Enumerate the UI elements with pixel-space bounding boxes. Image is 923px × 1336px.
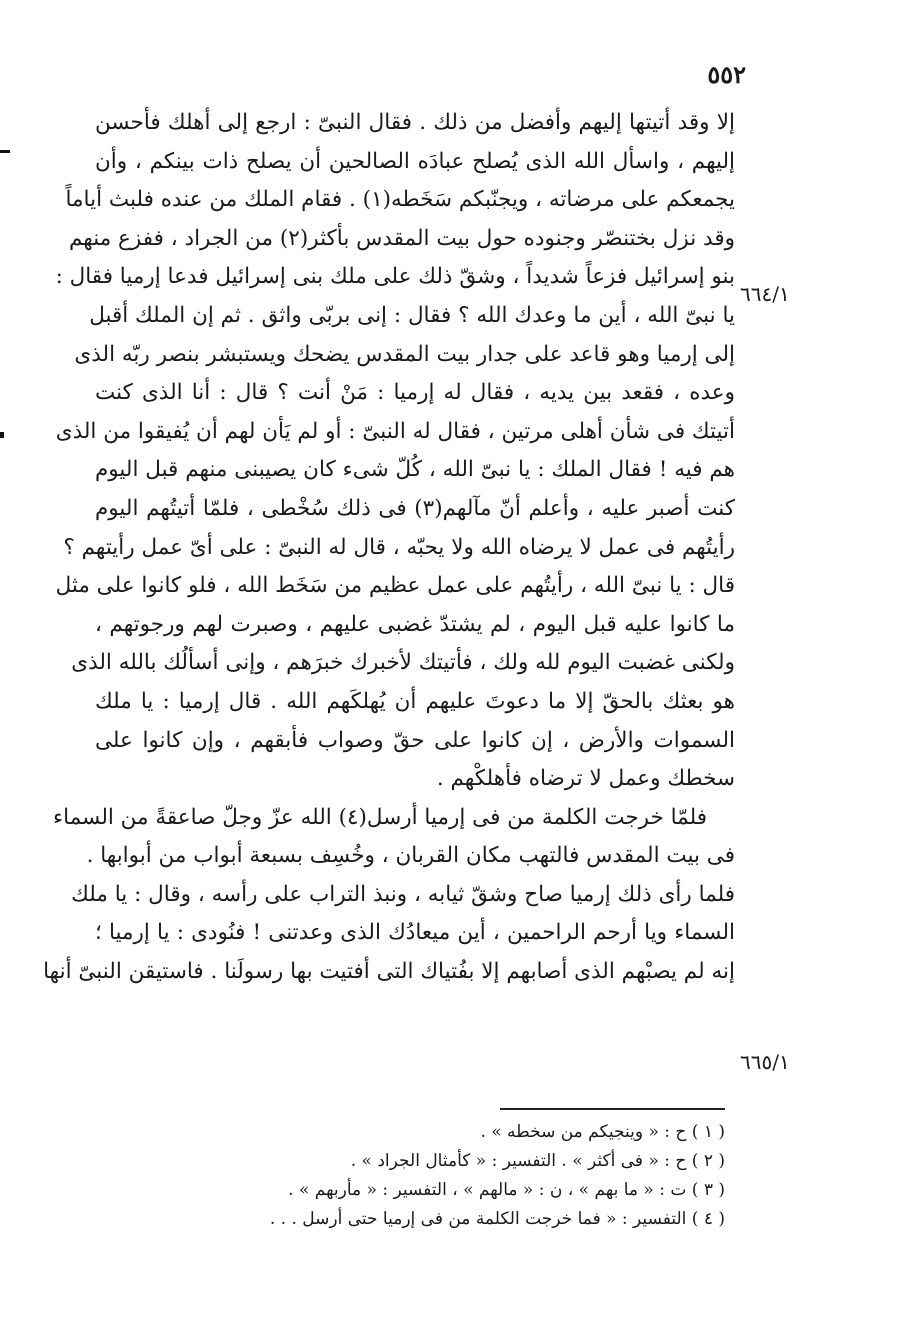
text-line: سخطك وعمل لا ترضاه فأهلكْهم . [436, 766, 735, 792]
text-line: السماء ويا أرحم الراحمين ، أين ميعادُك الذى وعدتنى ! فنُودى : يا إرميا ؛ [95, 920, 735, 946]
scan-mark [0, 432, 4, 438]
text-line: رأيتُهم فى عمل لا يرضاه الله ولا يحبّه ، قال له النبىّ : على أىّ عمل رأيتهم ؟ [63, 534, 735, 560]
text-line: إلا وقد أتيتها إليهم وأفضل من ذلك . فقال النبىّ : ارجع إلى أهلك فأحسن [95, 110, 735, 135]
text-line: إنه لم يصبْهم الذى أصابهم إلا بفُتياك التى أفتيت بها رسولَنا . فاستيقن النبىّ أنها [43, 959, 735, 985]
page-number: ٥٥٢ [707, 60, 746, 89]
footnotes [225, 1118, 725, 1234]
text-line: يجمعكم على مرضاته ، ويجنّبكم سَخَطه(١) . فقام الملك من عنده فلبث أياماً [65, 187, 735, 213]
text-line: وقد نزل بختنصّر وجنوده حول بيت المقدس بأكثر(٢) من الجراد ، ففزع منهم [68, 225, 735, 251]
text-line: بنو إسرائيل فزعاً شديداً ، وشقّ ذلك على ملك بنى إسرائيل فدعا إرميا فقال : [55, 264, 735, 290]
footnote: ( ٣ ) ت : « ما بهم » ، ن : « مالهم » ، التفسير : « مأربهم » . [288, 1180, 725, 1200]
footnote: ( ١ ) ح : « وينجيكم من سخطه » . [480, 1122, 725, 1142]
text-line: هم فيه ! فقال الملك : يا نبىّ الله ، كُلّ شىء كان يصيبنى منهم قبل اليوم [95, 457, 735, 483]
text-line: قال : يا نبىّ الله ، رأيتُهم على عمل عظيم من سَخَط الله ، فلو كانوا على مثل [55, 573, 735, 599]
margin-reference: ٦٦٤/١ [740, 282, 790, 306]
text-line: فى بيت المقدس فالتهب مكان القربان ، وخُسِف بسبعة أبواب من أبوابها . [86, 843, 735, 869]
footnote: ( ٢ ) ح : « فى أكثر » . التفسير : « كأمثال الجراد » . [350, 1151, 725, 1171]
text-line: فلمّا خرجت الكلمة من فى إرميا أرسل(٤) الله عزّ وجلّ صاعقةً من السماء [53, 804, 707, 830]
text-line: وعده ، فقعد بين يديه ، فقال له إرميا : مَنْ أنت ؟ قال : أنا الذى كنت [95, 380, 735, 406]
text-line: ما كانوا عليه قبل اليوم ، لم يشتدّ غضبى عليهم ، وصبرت لهم ورجوتهم ، [95, 611, 735, 637]
scan-mark [0, 150, 10, 153]
text-line: فلما رأى ذلك إرميا صاح وشقّ ثيابه ، ونبذ التراب على رأسه ، وقال : يا ملك [71, 881, 735, 907]
margin-reference: ٦٦٥/١ [740, 1050, 790, 1074]
text-line: ولكنى غضبت اليوم لله ولك ، فأتيتك لأخبرك خبرَهم ، وإنى أسألُك بالله الذى [71, 650, 735, 676]
text-line: السموات والأرض ، إن كانوا على حقّ وصواب فأبقهم ، وإن كانوا على [95, 727, 735, 753]
text-line: إلى إرميا وهو قاعد على جدار بيت المقدس يضحك ويستبشر بنصر ربّه الذى [74, 341, 735, 367]
footnote-divider [500, 1108, 725, 1110]
text-line: إليهم ، واسأل الله الذى يُصلح عبادَه الصالحين أن يصلح ذات بينكم ، وأن [95, 148, 735, 174]
text-line: أتيتك فى شأن أهلى مرتين ، فقال له النبىّ : أو لم يَأن لهم أن يُفيقوا من الذى [55, 418, 735, 444]
main-text [43, 104, 735, 1094]
text-line: يا نبىّ الله ، أين ما وعدك الله ؟ فقال : إنى بربّى واثق . ثم إن الملك أقبل [89, 302, 735, 328]
text-line: هو بعثك بالحقّ إلا ما دعوتَ عليهم أن يُهلكَهم الله . قال إرميا : يا ملك [95, 688, 735, 714]
footnote: ( ٤ ) التفسير : « فما خرجت الكلمة من فى إرميا حتى أرسل . . . [269, 1209, 725, 1229]
text-line: كنت أصبر عليه ، وأعلم أنّ مآلهم(٣) فى ذلك سُخْطى ، فلمّا أتيتُهم اليوم [95, 495, 735, 521]
